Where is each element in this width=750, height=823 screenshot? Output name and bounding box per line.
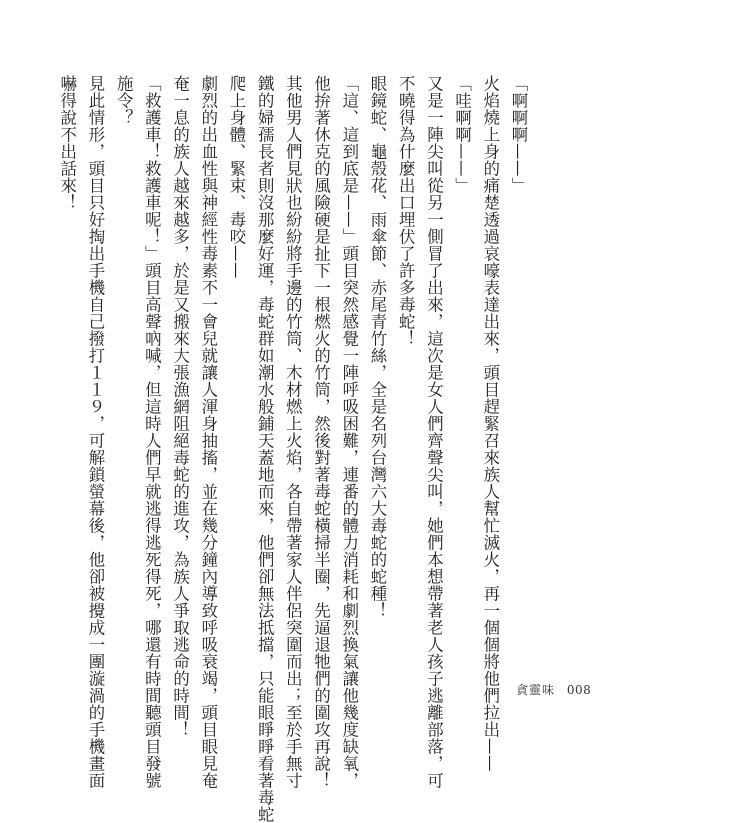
text-line: 「救護車！救護車呢！」頭目高聲吶喊，但這時人們早就逃得逃死得死，哪還有時間聽頭目發號 [142, 75, 162, 789]
text-line: 施令？ [114, 75, 134, 126]
text-line: 其他男人們見狀也紛紛將手邊的竹筒、木材燃上火焰，各自帶著家人伴侶突圍而出；至於手無寸 [283, 75, 303, 789]
text-line: 劇烈的出血性與神經性毒素不一會兒就讓人渾身抽搐，並在幾分鐘內導致呼吸衰竭，頭目眼見奄 [198, 75, 218, 789]
text-line: 見此情形，頭目只好掏出手機自己撥打１１９，可解鎖螢幕後，他卻被攪成一團漩渦的手機畫面 [85, 75, 105, 789]
text-line: 「啊啊啊——」 [509, 75, 528, 194]
text-line: 鐵的婦孺長者則沒那麼好運，毒蛇群如潮水般鋪天蓋地而來，他們卻無法抵擋，只能眼睜睜看著毒蛇 [255, 75, 275, 823]
text-line: 嚇得說不出話來！ [57, 75, 77, 211]
book-title: 貪靈味 [516, 683, 556, 697]
page-number: 008 [566, 683, 592, 697]
body-text [53, 75, 532, 823]
text-line: 「這、這到底是——」頭目突然感覺一陣呼吸困難，連番的體力消耗和劇烈換氣讓他幾度缺氧， [339, 75, 359, 789]
text-line: 又是一陣尖叫從另一側冒了出來，這次是女人們齊聲尖叫，她們本想帶著老人孩子逃離部落，可 [424, 75, 444, 789]
text-line: 「哇啊啊——」 [452, 75, 472, 194]
text-line: 火焰燒上身的痛楚透過哀嚎表達出來，頭目趕緊召來族人幫忙滅火，再一個個將他們拉出—— [480, 75, 500, 772]
text-line: 奄一息的族人越來越多，於是又搬來大張漁網阻絕毒蛇的進攻，為族人爭取逃命的時間！ [170, 75, 190, 738]
text-line: 眼鏡蛇、龜殼花、雨傘節、赤尾青竹絲，全是名列台灣六大毒蛇的蛇種！ [367, 75, 387, 619]
page-footer [516, 681, 591, 698]
text-line: 爬上身體、緊束、毒咬—— [226, 75, 246, 279]
text-line: 不曉得為什麼出口埋伏了許多毒蛇！ [396, 75, 416, 347]
text-line: 他拚著休克的風險硬是扯下一根燃火的竹筒，然後對著毒蛇橫掃半圈，先逼退牠們的圍攻再說！ [311, 75, 331, 789]
